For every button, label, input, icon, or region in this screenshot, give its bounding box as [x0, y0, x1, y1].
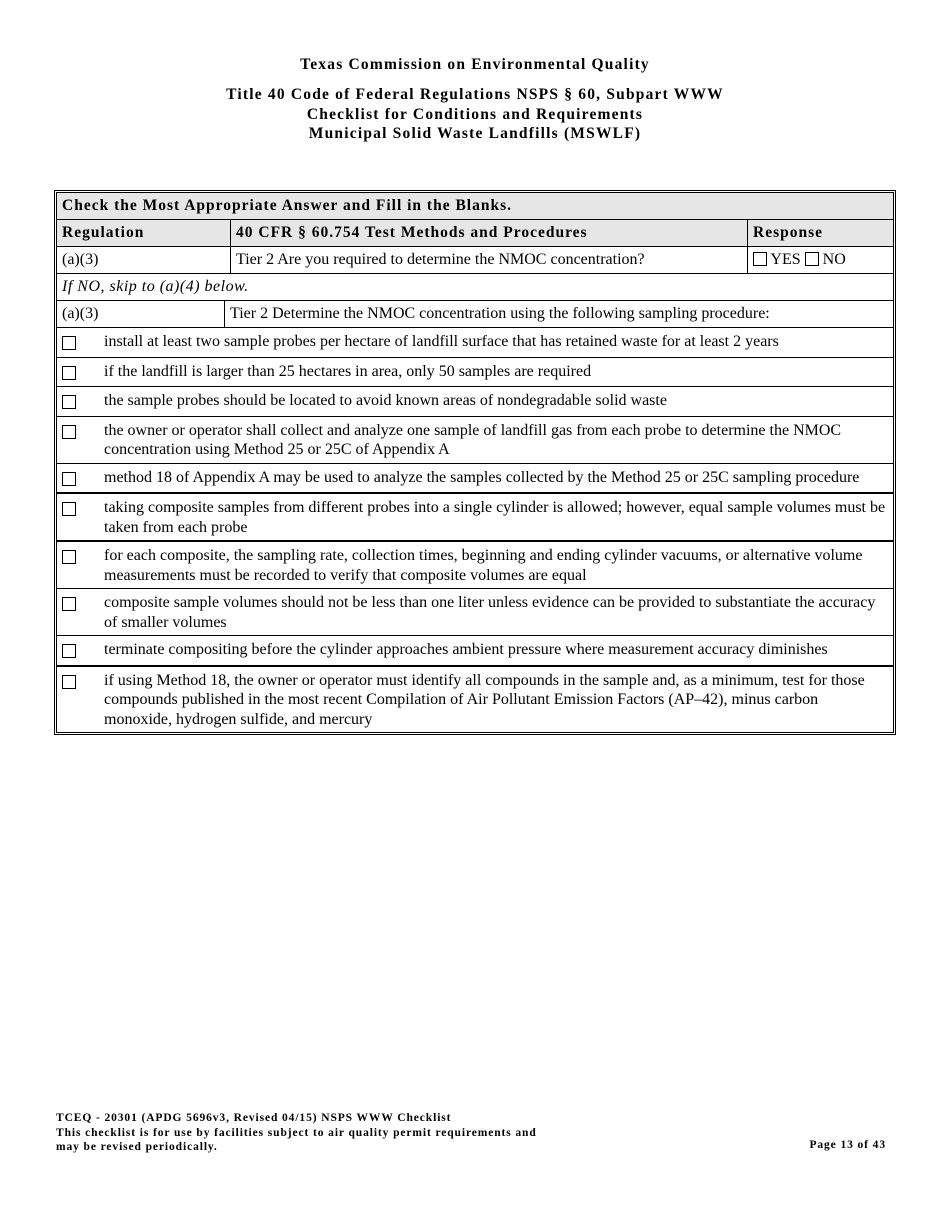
footer-note-line-2: may be revised periodically.	[56, 1141, 218, 1153]
checklist-item-8	[57, 588, 893, 635]
checklist-item-4	[57, 416, 893, 463]
question-row-1	[57, 246, 893, 273]
skip-note: If NO, skip to (a)(4) below.	[62, 278, 249, 295]
item-10-checkbox[interactable]	[62, 675, 76, 689]
item-6-checkbox[interactable]	[62, 502, 76, 516]
skip-note-row	[57, 273, 893, 300]
question-row-2	[57, 300, 893, 327]
item-7-text: for each composite, the sampling rate, collection times, beginning and ending cylinder vacuums, or alternative volume measurements must be recorded to verify that composite volumes are equal	[104, 547, 863, 584]
footer-form-id: TCEQ - 20301 (APDG 5696v3, Revised 04/15) NSPS WWW Checklist	[56, 1112, 452, 1124]
footer-note-line-1: This checklist is for use by facilities subject to air quality permit requirements and	[56, 1126, 537, 1139]
item-3-checkbox[interactable]	[62, 395, 76, 409]
footer-form-info	[56, 1111, 537, 1155]
title-line-2: Checklist for Conditions and Requirements	[306, 105, 644, 123]
column-section: 40 CFR § 60.754 Test Methods and Procedures	[230, 220, 747, 246]
item-5-text: method 18 of Appendix A may be used to analyze the samples collected by the Method 25 or 25C sampling procedure	[104, 468, 860, 486]
q1-regulation: (a)(3)	[62, 251, 99, 268]
yes-checkbox[interactable]	[753, 252, 767, 266]
checklist-item-2	[57, 357, 893, 387]
column-response: Response	[747, 220, 893, 246]
item-9-text: terminate compositing before the cylinder approaches ambient pressure where measurement accuracy diminishes	[104, 641, 828, 658]
checklist-item-6	[57, 492, 893, 540]
item-2-checkbox[interactable]	[62, 366, 76, 380]
item-8-checkbox[interactable]	[62, 597, 76, 611]
column-regulation: Regulation	[62, 224, 145, 241]
item-2-text: if the landfill is larger than 25 hectares in area, only 50 samples are required	[104, 362, 592, 380]
item-8-text: composite sample volumes should not be less than one liter unless evidence can be provided to substantiate the accuracy of smaller volumes	[104, 594, 876, 631]
item-10-text: if using Method 18, the owner or operator must identify all compounds in the sample and, as a minimum, test for those compounds published in the most recent Compilation of Air Pollutant Emission Factors (AP–42), minus carbon monoxide, hydrogen sulfide, and mercury	[104, 671, 865, 728]
yes-label: YES	[770, 251, 801, 268]
item-9-checkbox[interactable]	[62, 644, 76, 658]
item-4-text: the owner or operator shall collect and analyze one sample of landfill gas from each probe to determine the NMOC concentration using Method 25 or 25C of Appendix A	[104, 421, 842, 458]
q2-text: Tier 2 Determine the NMOC concentration using the following sampling procedure:	[224, 301, 893, 327]
checklist-item-3	[57, 386, 893, 416]
checklist-item-10	[57, 665, 893, 733]
checklist-item-1	[57, 327, 893, 357]
q2-regulation: (a)(3)	[62, 305, 99, 322]
item-7-checkbox[interactable]	[62, 550, 76, 564]
checklist-item-5	[57, 463, 893, 493]
checklist-table	[54, 190, 896, 735]
title-line-1: Title 40 Code of Federal Regulations NSPS § 60, Subpart WWW	[226, 86, 724, 103]
instruction-row	[57, 193, 893, 219]
instruction-text: Check the Most Appropriate Answer and Fill in the Blanks.	[62, 197, 513, 214]
item-1-checkbox[interactable]	[62, 336, 76, 350]
q1-text: Tier 2 Are you required to determine the NMOC concentration?	[230, 247, 747, 273]
item-6-text: taking composite samples from different probes into a single cylinder is allowed; however, equal sample volumes must be taken from each probe	[104, 499, 886, 536]
document-title	[0, 85, 950, 144]
q1-response	[747, 247, 893, 273]
item-1-text: install at least two sample probes per hectare of landfill surface that has retained waste for at least 2 years	[104, 333, 779, 350]
title-line-3: Municipal Solid Waste Landfills (MSWLF)	[308, 125, 642, 142]
item-4-checkbox[interactable]	[62, 425, 76, 439]
page-number: Page 13 of 43	[809, 1139, 886, 1151]
item-3-text: the sample probes should be located to avoid known areas of nondegradable solid waste	[104, 392, 667, 409]
checklist-item-9	[57, 635, 893, 665]
agency-title: Texas Commission on Environmental Quality	[300, 56, 650, 73]
no-checkbox[interactable]	[805, 252, 819, 266]
item-5-checkbox[interactable]	[62, 472, 76, 486]
no-label: NO	[822, 251, 846, 268]
column-header-row	[57, 219, 893, 246]
checklist-item-7	[57, 540, 893, 588]
